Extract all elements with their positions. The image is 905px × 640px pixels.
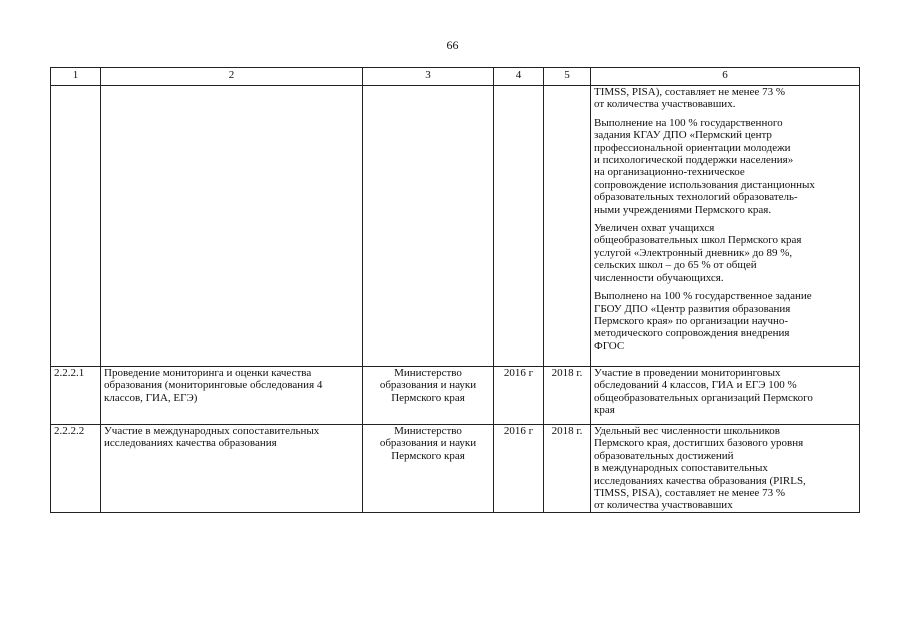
expected-result-cell — [591, 425, 860, 513]
expected-result-cell — [591, 367, 860, 425]
result-paragraph: Увеличен охват учащихся общеобразовательных школ Пермского края услугой «Электронный дневник» до 89 %, сельских школ – до 65 % от общей численности обучающихся. — [594, 222, 802, 284]
column-header-6: 6 — [591, 68, 860, 86]
item-number-cell: 2.2.2.2 — [51, 425, 101, 513]
table-header-row — [51, 68, 860, 86]
page-number: 66 — [446, 38, 459, 52]
table-row-continuation — [51, 86, 860, 367]
end-year-cell: 2018 г. — [544, 367, 591, 425]
result-paragraph: Удельный вес численности школьников Пермского края, достигших базового уровня образовательных достижений в международных сопоставительных исследованиях качества образования (PIRLS, TIMSS, PISA), составляет не менее 73 % от количества участвовавших — [594, 425, 806, 512]
column-header-3: 3 — [363, 68, 494, 86]
start-year-cell: 2016 г — [494, 425, 544, 513]
start-year-cell — [494, 86, 544, 367]
end-year-cell — [544, 86, 591, 367]
column-header-5: 5 — [544, 68, 591, 86]
column-header-4: 4 — [494, 68, 544, 86]
responsible-org-cell: Министерство образования и науки Пермского края — [363, 367, 494, 425]
measures-table — [50, 67, 860, 513]
item-number-cell — [51, 86, 101, 367]
measure-description-cell: Участие в международных сопоставительных исследованиях качества образования — [101, 425, 363, 513]
result-paragraph: Выполнение на 100 % государственного задания КГАУ ДПО «Пермский центр профессиональной ориентации молодежи и психологической поддержки населения» на организационно-техническое сопровождение использования дистанционных образовательных технологий образователь- ными учреждениями Пермского края. — [594, 116, 815, 216]
start-year-cell: 2016 г — [494, 367, 544, 425]
column-header-1: 1 — [51, 68, 101, 86]
expected-result-cell — [591, 86, 860, 367]
column-header-2: 2 — [101, 68, 363, 86]
responsible-org-cell — [363, 86, 494, 367]
table-row-2-2-2-2 — [51, 425, 860, 513]
responsible-org-cell: Министерство образования и науки Пермского края — [363, 425, 494, 513]
result-paragraph: Выполнено на 100 % государственное задание ГБОУ ДПО «Центр развития образования Пермского края» по организации научно- методического сопровождения внедрения ФГОС — [594, 290, 812, 352]
measure-description-cell: Проведение мониторинга и оценки качества образования (мониторинговые обследования 4 классов, ГИА, ЕГЭ) — [101, 367, 363, 425]
item-number-cell: 2.2.2.1 — [51, 367, 101, 425]
measure-description-cell — [101, 86, 363, 367]
result-paragraph: TIMSS, PISA), составляет не менее 73 % от количества участвовавших. — [594, 86, 785, 111]
result-paragraph: Участие в проведении мониторинговых обследований 4 классов, ГИА и ЕГЭ 100 % общеобразовательных организаций Пермского края — [594, 367, 813, 417]
end-year-cell: 2018 г. — [544, 425, 591, 513]
table-row-2-2-2-1 — [51, 367, 860, 425]
